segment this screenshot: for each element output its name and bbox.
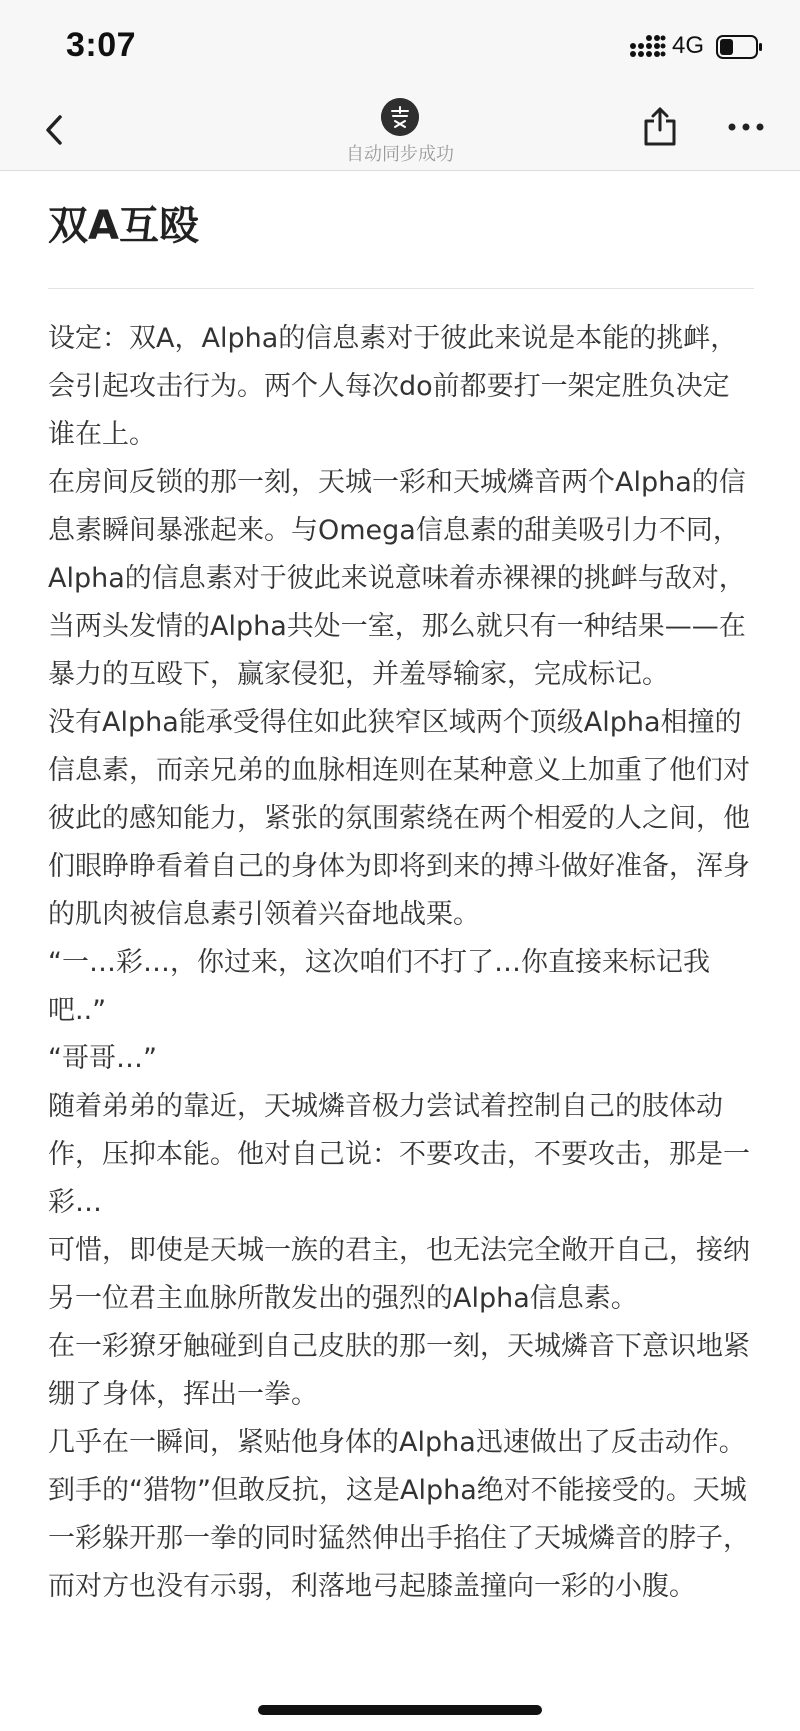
share-button[interactable] <box>642 104 678 148</box>
paragraph: 可惜，即使是天城一族的君主，也无法完全敞开自己，接纳另一位君主血脉所散发出的强烈的Alpha信息素。 <box>48 1235 750 1314</box>
paragraph: 在房间反锁的那一刻，天城一彩和天城燐音两个Alpha的信息素瞬间暴涨起来。与Omega信息素的甜美吸引力不同，Alpha的信息素对于彼此来说意味着赤裸裸的挑衅与敌对，当两头发情的Alpha共处一室，那么就只有一种结果——在暴力的互殴下，赢家侵犯，并羞辱输家，完成标记。 <box>48 467 746 690</box>
battery-icon <box>716 34 764 60</box>
article-title: 双A互殴 <box>48 203 199 249</box>
app-logo <box>381 98 419 136</box>
article-body <box>48 315 754 1611</box>
title-divider <box>48 288 754 289</box>
paragraph: 随着弟弟的靠近，天城燐音极力尝试着控制自己的肢体动作，压抑本能。他对自己说：不要攻击，不要攻击，那是一彩… <box>48 1091 750 1218</box>
paragraph: “一…彩…，你过来，这次咱们不打了…你直接来标记我吧..” <box>48 947 710 1026</box>
home-indicator[interactable] <box>258 1705 542 1715</box>
sync-status: 自动同步成功 <box>346 144 454 165</box>
article <box>48 170 754 1611</box>
nav-bar <box>0 90 800 171</box>
signal-icon <box>630 34 666 58</box>
paragraph: 几乎在一瞬间，紧贴他身体的Alpha迅速做出了反击动作。到手的“猎物”但敢反抗，这是Alpha绝对不能接受的。天城一彩躲开那一拳的同时猛然伸出手掐住了天城燐音的脖子，而对方也没有示弱，利落地弓起膝盖撞向一彩的小腹。 <box>48 1427 750 1602</box>
paragraph: 没有Alpha能承受得住如此狭窄区域两个顶级Alpha相撞的信息素，而亲兄弟的血脉相连则在某种意义上加重了他们对彼此的感知能力，紧张的氛围萦绕在两个相爱的人之间，他们眼睁睁看着自己的身体为即将到来的搏斗做好准备，浑身的肌肉被信息素引领着兴奋地战栗。 <box>48 707 750 930</box>
network-label: 4G <box>672 32 705 59</box>
more-button[interactable] <box>726 120 766 134</box>
paragraph: 设定：双A，Alpha的信息素对于彼此来说是本能的挑衅，会引起攻击行为。两个人每次do前都要打一架定胜负决定谁在上。 <box>48 323 738 450</box>
back-button[interactable] <box>36 108 76 152</box>
status-bar <box>0 0 800 90</box>
paragraph: 在一彩獠牙触碰到自己皮肤的那一刻，天城燐音下意识地紧绷了身体，挥出一拳。 <box>48 1331 750 1410</box>
logo-icon <box>381 98 419 136</box>
status-time: 3:07 <box>66 26 137 64</box>
paragraph: “哥哥…” <box>48 1043 157 1074</box>
